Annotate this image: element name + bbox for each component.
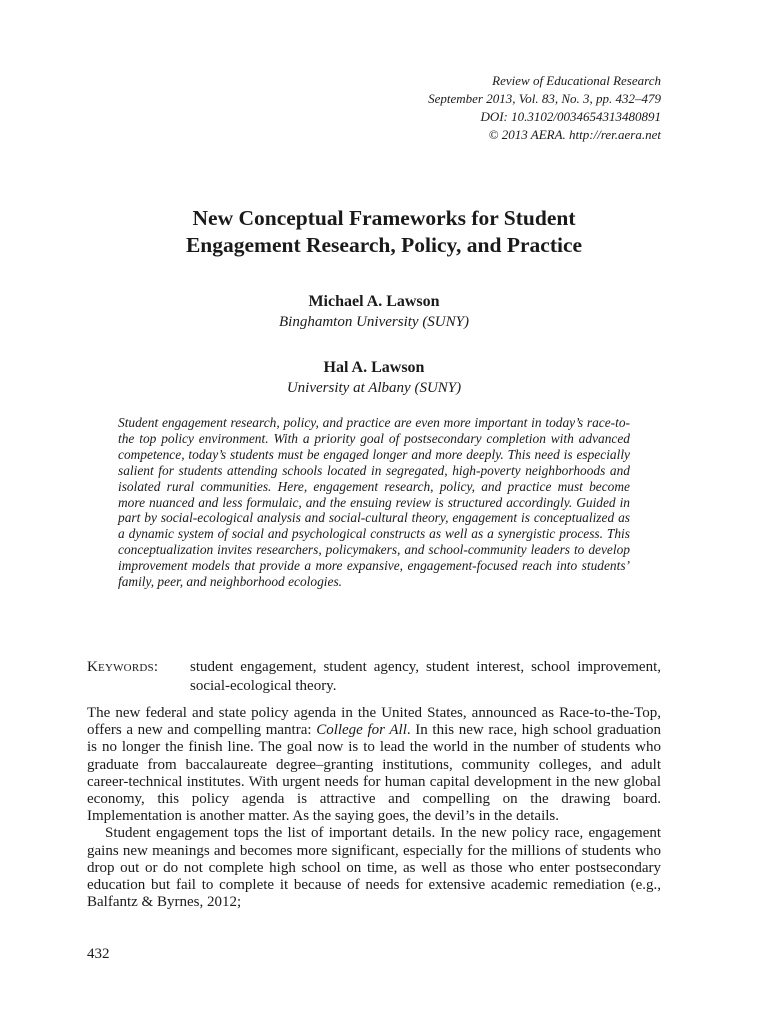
author-name: Michael A. Lawson	[308, 293, 440, 310]
keywords-label: Keywords:	[87, 659, 159, 675]
journal-doi: DOI: 10.3102/0034654313480891	[480, 109, 661, 124]
author-affiliation: Binghamton University (SUNY)	[279, 314, 469, 330]
author-block	[0, 292, 748, 332]
keywords-list: student engagement, student agency, student interest, school improvement, social-ecological theory.	[190, 659, 661, 694]
body-paragraph: Student engagement tops the list of important details. In the new policy race, engagement gains new meanings and becomes more significant, especially for the millions of students who drop out or do not complete high school on time, as well as those who enter postsecondary education but fail to complete it because of needs for extensive academic remediation (e.g., Balfantz & Byrnes, 2012;	[87, 825, 661, 911]
article-title-line-1: New Conceptual Frameworks for Student	[192, 206, 576, 230]
journal-metadata	[428, 72, 661, 144]
journal-copyright: © 2013 AERA. http://rer.aera.net	[488, 127, 661, 142]
body-paragraph-text: . In this new race, high school graduation is no longer the finish line. The goal now is to lead the world in the number of students who graduate from baccalaureate degree–granting institutions, community colleges, and adult career-technical institutes. With urgent needs for human capital development in the new global economy, this policy agenda is attractive and compelling on the drawing board. Implementation is another matter. As the saying goes, the devil’s in the details.	[87, 722, 661, 825]
body-paragraph	[87, 705, 661, 825]
article-title	[0, 205, 768, 259]
body-text	[87, 705, 661, 911]
article-title-line-2: Engagement Research, Policy, and Practice	[185, 233, 583, 257]
journal-issue: September 2013, Vol. 83, No. 3, pp. 432–479	[428, 91, 661, 106]
keywords-section	[87, 658, 661, 695]
author-name: Hal A. Lawson	[323, 359, 425, 376]
abstract: Student engagement research, policy, and practice are even more important in today’s race-to-the top policy environment. With a priority goal of postsecondary completion with advanced competence, today’s students must be engaged longer and more deeply. This need is especially salient for students attending schools located in segregated, high-poverty neighborhoods and isolated rural communities. Here, engagement research, policy, and practice must become more nuanced and less formulaic, and the ensuing review is structured accordingly. Guided in part by social-ecological analysis and social-cultural theory, engagement is conceptualized as a dynamic system of social and psychological constructs as well as a synergistic process. This conceptualization invites researchers, policymakers, and school-community leaders to develop improvement models that provide a more expansive, engagement-focused reach into students’ family, peer, and neighborhood ecologies.	[118, 415, 630, 590]
journal-name: Review of Educational Research	[492, 73, 661, 88]
body-paragraph-text: The new federal and state policy agenda in the United States, announced as Race-to-the-Top, offers a new and compelling mantra:	[87, 705, 661, 739]
author-block	[0, 358, 748, 398]
page-number: 432	[87, 946, 110, 962]
author-affiliation: University at Albany (SUNY)	[286, 380, 462, 396]
emphasis-text: College for All	[316, 722, 407, 739]
